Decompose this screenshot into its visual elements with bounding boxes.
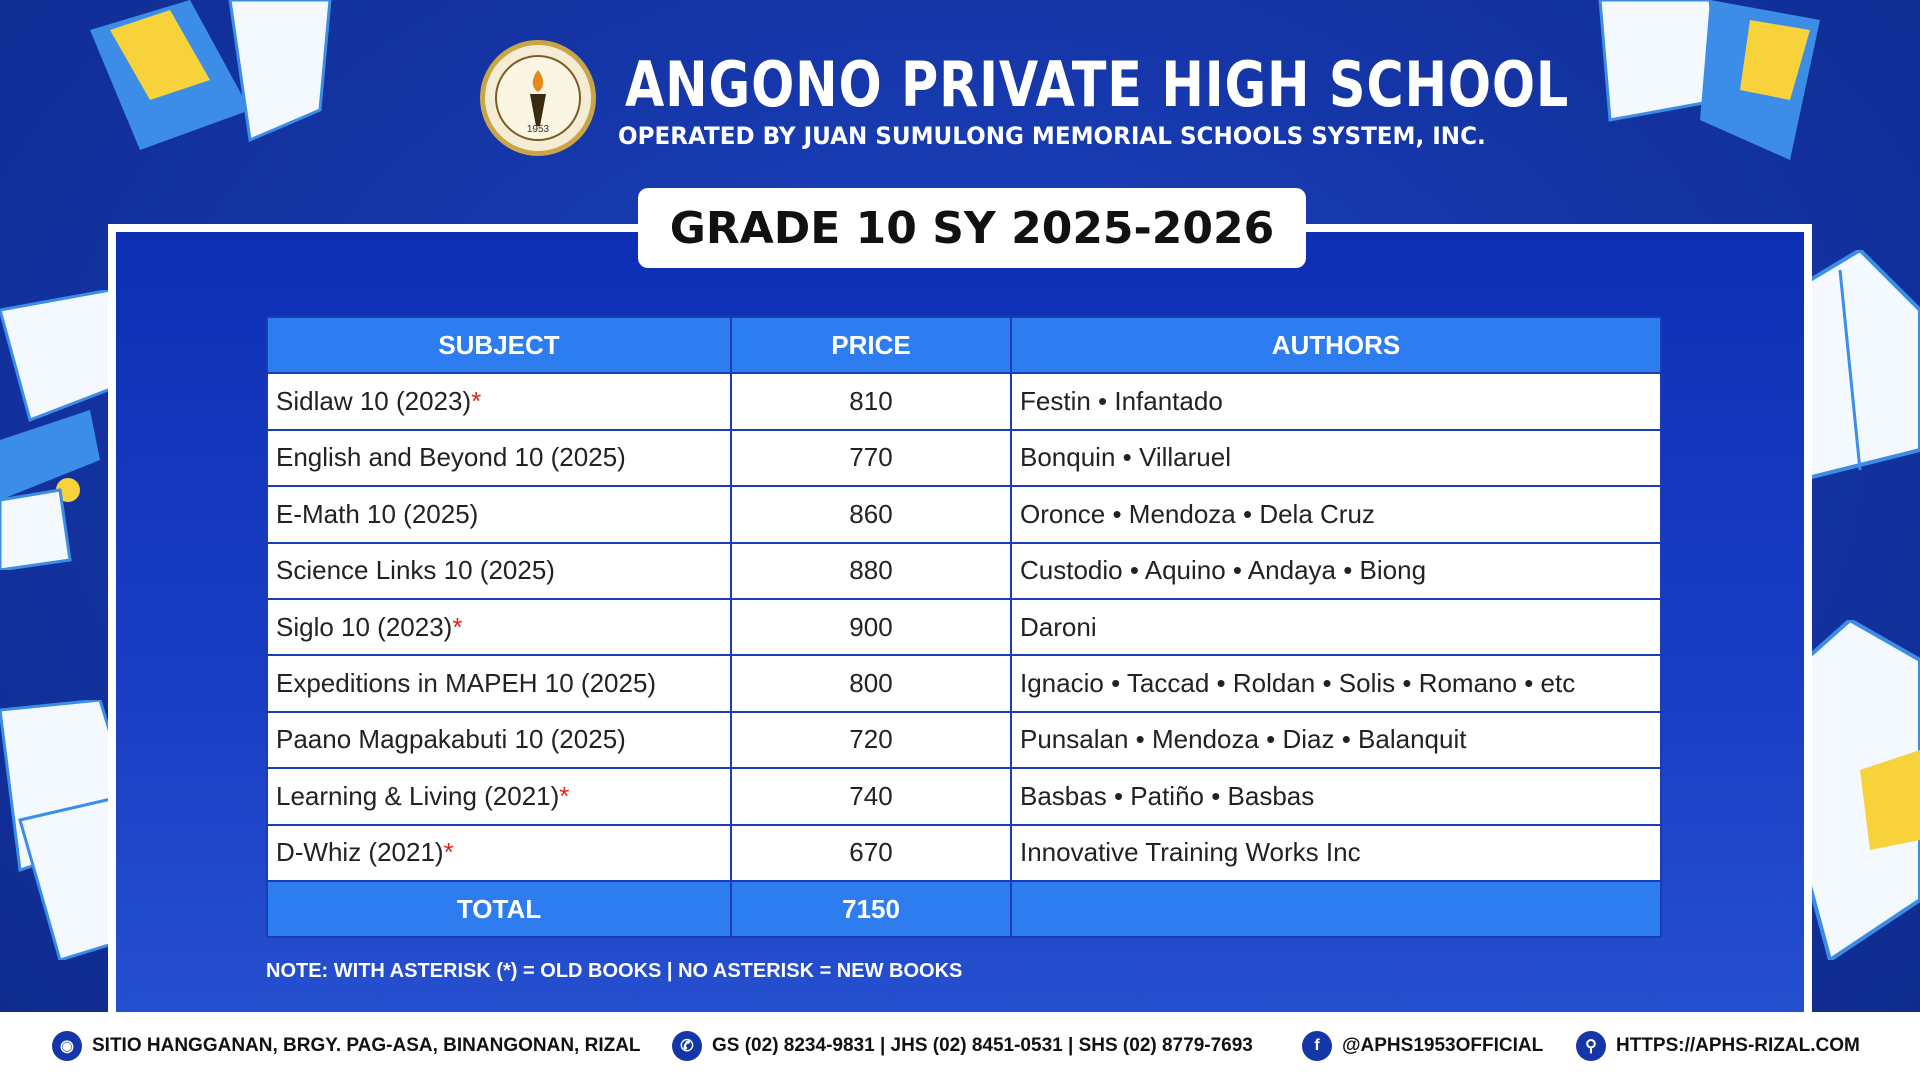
subject-cell [267, 543, 731, 599]
price-cell: 800 [731, 655, 1011, 711]
authors-cell: Oronce • Mendoza • Dela Cruz [1011, 486, 1661, 542]
authors-cell: Basbas • Patiño • Basbas [1011, 768, 1661, 824]
header-authors: AUTHORS [1011, 317, 1661, 373]
table-row [267, 712, 1661, 768]
price-cell: 770 [731, 430, 1011, 486]
footer-address [52, 1012, 641, 1080]
price-cell: 670 [731, 825, 1011, 881]
header-subject: SUBJECT [267, 317, 731, 373]
footer-facebook-text[interactable]: @APHS1953OFFICIAL [1342, 1035, 1544, 1056]
subject-name: Siglo 10 (2023) [276, 611, 453, 642]
facebook-icon: f [1302, 1031, 1332, 1061]
price-cell: 900 [731, 599, 1011, 655]
header-price: PRICE [731, 317, 1011, 373]
subject-cell [267, 825, 731, 881]
table-row [267, 430, 1661, 486]
school-subtitle: OPERATED BY JUAN SUMULONG MEMORIAL SCHOOLS SYSTEM, INC. [618, 122, 1486, 150]
subject-cell [267, 768, 731, 824]
subject-cell [267, 373, 731, 429]
subject-name: Paano Magpakabuti 10 (2025) [276, 724, 626, 755]
subject-name: Sidlaw 10 (2023) [276, 386, 472, 417]
subject-name: D-Whiz (2021) [276, 837, 444, 868]
subject-cell [267, 486, 731, 542]
school-name: ANGONO PRIVATE HIGH SCHOOL [625, 48, 1570, 121]
subject-cell [267, 430, 731, 486]
price-cell: 720 [731, 712, 1011, 768]
total-empty-cell [1011, 881, 1661, 937]
globe-icon: ⚲ [1576, 1031, 1606, 1061]
table-header-row [267, 317, 1661, 373]
total-value: 7150 [731, 881, 1011, 937]
price-cell: 880 [731, 543, 1011, 599]
authors-cell: Bonquin • Villaruel [1011, 430, 1661, 486]
old-book-asterisk: * [559, 780, 570, 811]
subject-name: Science Links 10 (2025) [276, 555, 555, 586]
footer-phones-text: GS (02) 8234-9831 | JHS (02) 8451-0531 | SHS (02) 8779-7693 [712, 1035, 1253, 1056]
footer-website-text[interactable]: HTTPS://APHS-RIZAL.COM [1616, 1035, 1860, 1056]
old-book-asterisk: * [452, 611, 463, 642]
school-header [480, 40, 1570, 160]
subject-cell [267, 599, 731, 655]
table-row [267, 486, 1661, 542]
authors-cell: Custodio • Aquino • Andaya • Biong [1011, 543, 1661, 599]
footer-phones [672, 1012, 1253, 1080]
grade-title: GRADE 10 SY 2025-2026 [669, 202, 1275, 254]
authors-cell: Ignacio • Taccad • Roldan • Solis • Romano • etc [1011, 655, 1661, 711]
old-book-asterisk: * [471, 386, 482, 417]
price-cell: 860 [731, 486, 1011, 542]
authors-cell: Daroni [1011, 599, 1661, 655]
footer-address-text: SITIO HANGGANAN, BRGY. PAG-ASA, BINANGONAN, RIZAL [92, 1035, 641, 1056]
phone-icon: ✆ [672, 1031, 702, 1061]
price-cell: 810 [731, 373, 1011, 429]
footer-website[interactable] [1576, 1012, 1860, 1080]
grade-title-box [638, 188, 1306, 268]
table-row [267, 768, 1661, 824]
total-row [267, 881, 1661, 937]
book-price-table [266, 316, 1662, 938]
book-illustration-top-right [1590, 0, 1840, 160]
authors-cell: Innovative Training Works Inc [1011, 825, 1661, 881]
footer-bar [0, 1012, 1920, 1080]
table-row [267, 373, 1661, 429]
footer-facebook[interactable] [1302, 1012, 1543, 1080]
table-row [267, 825, 1661, 881]
location-pin-icon: ◉ [52, 1031, 82, 1061]
old-book-asterisk: * [443, 837, 454, 868]
table-row [267, 655, 1661, 711]
authors-cell: Punsalan • Mendoza • Diaz • Balanquit [1011, 712, 1661, 768]
seal-year: 1953 [526, 124, 550, 135]
subject-cell [267, 712, 731, 768]
table-row [267, 599, 1661, 655]
book-illustration-top-left [80, 0, 340, 150]
subject-name: Expeditions in MAPEH 10 (2025) [276, 668, 657, 699]
subject-cell [267, 655, 731, 711]
price-cell: 740 [731, 768, 1011, 824]
authors-cell: Festin • Infantado [1011, 373, 1661, 429]
table-row [267, 543, 1661, 599]
asterisk-note: NOTE: WITH ASTERISK (*) = OLD BOOKS | NO ASTERISK = NEW BOOKS [266, 960, 963, 982]
school-seal-logo [480, 40, 596, 156]
subject-name: English and Beyond 10 (2025) [276, 442, 626, 473]
torch-icon [518, 68, 558, 128]
subject-name: Learning & Living (2021) [276, 780, 560, 811]
subject-name: E-Math 10 (2025) [276, 498, 479, 529]
total-label: TOTAL [267, 881, 731, 937]
